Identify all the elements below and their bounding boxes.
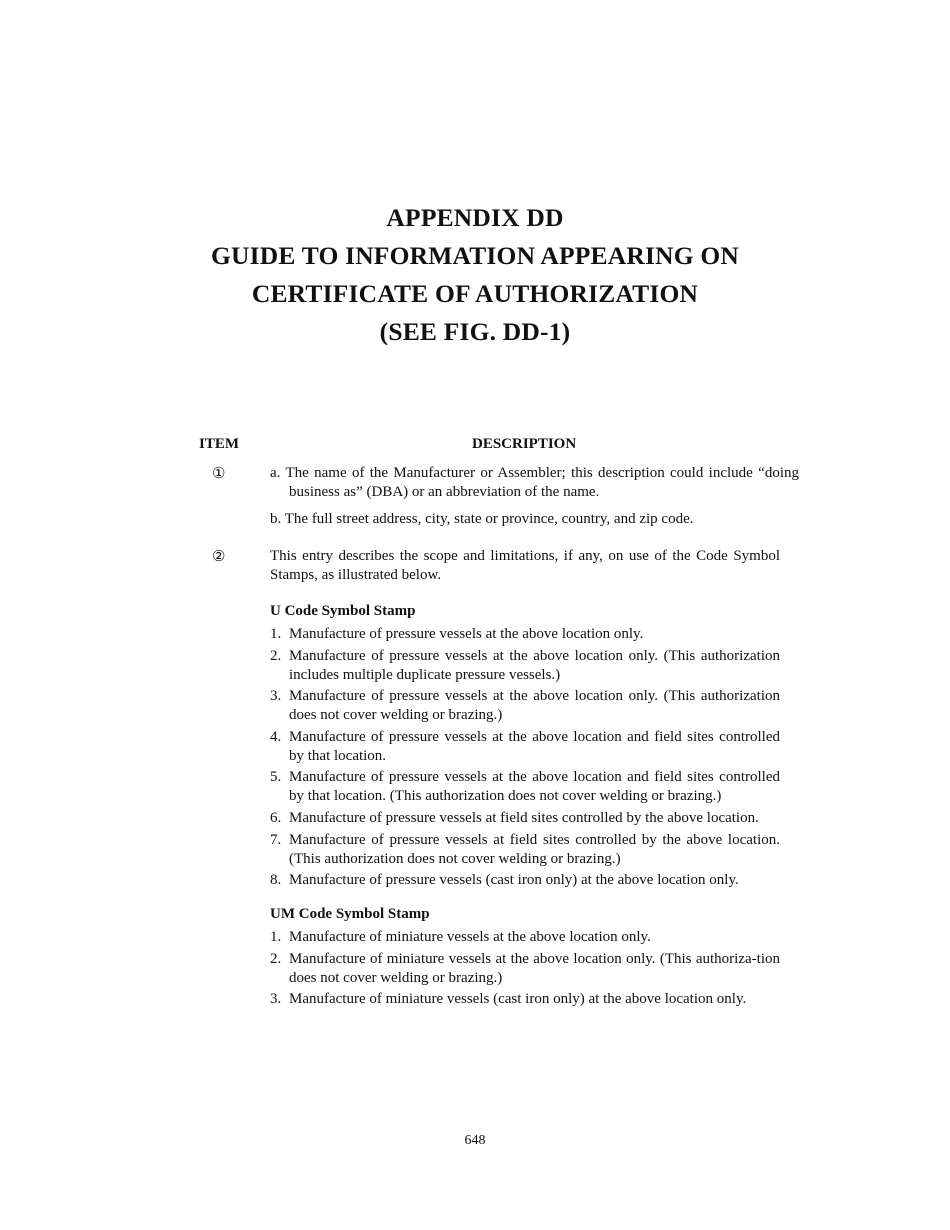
list-item-text: Manufacture of miniature vessels at the above location only. (289, 929, 651, 945)
list-item-text: Manufacture of pressure vessels at field sites controlled by the above location. (This authorization does not cover welding or brazing.) (289, 831, 780, 867)
list-item (270, 728, 780, 766)
title-line: GUIDE TO INFORMATION APPEARING ON (211, 241, 739, 270)
title-line: (SEE FIG. DD-1) (379, 317, 571, 346)
list-item-number: 7. (270, 831, 282, 848)
um-stamp-heading: UM Code Symbol Stamp (270, 906, 430, 922)
description-column-header: DESCRIPTION (472, 436, 577, 452)
title-line: APPENDIX DD (386, 203, 564, 232)
appendix-title (0, 199, 950, 351)
item-1a-text: a. The name of the Manufacturer or Assembler; this description could include “doing business as” (DBA) or an abbreviation of the name. (270, 465, 799, 500)
list-item-text: Manufacture of pressure vessels (cast iron only) at the above location only. (289, 872, 739, 889)
list-item (270, 687, 780, 725)
list-item-number: 3. (270, 688, 282, 705)
u-stamp-heading: U Code Symbol Stamp (270, 603, 416, 619)
list-item (270, 625, 780, 644)
list-item-number: 6. (270, 809, 282, 826)
list-item (270, 950, 780, 988)
list-item-text: Manufacture of pressure vessels at field sites controlled by the above location. (289, 809, 759, 826)
list-item-text: Manufacture of miniature vessels (cast iron only) at the above location only. (289, 991, 747, 1008)
list-item-text: Manufacture of pressure vessels at the above location and field sites controlled by that location. (289, 728, 780, 764)
item-1b-text: b. The full street address, city, state or province, country, and zip code. (270, 511, 694, 527)
list-item (270, 809, 780, 828)
list-item-number: 1. (270, 626, 282, 642)
item-2-intro: This entry describes the scope and limitations, if any, on use of the Code Symbol Stamps, as illustrated below. (270, 548, 780, 583)
list-item (270, 831, 780, 869)
list-item (270, 871, 780, 890)
list-item-number: 4. (270, 728, 282, 745)
item-column-header: ITEM (199, 436, 240, 452)
list-item (270, 990, 780, 1009)
list-item (270, 647, 780, 685)
list-item-number: 2. (270, 950, 282, 967)
list-item-number: 5. (270, 769, 282, 786)
item-2-marker: ② (212, 549, 226, 565)
list-item-number: 1. (270, 929, 282, 945)
list-item-number: 2. (270, 647, 282, 664)
title-line: CERTIFICATE OF AUTHORIZATION (251, 279, 699, 308)
list-item-text: Manufacture of pressure vessels at the above location and field sites controlled by that location. (This authorization does not cover welding or brazing.) (289, 769, 780, 805)
um-stamp-list (270, 928, 780, 1012)
list-item (270, 928, 780, 947)
item-1-marker: ① (212, 466, 226, 482)
list-item-text: Manufacture of pressure vessels at the above location only. (This authorization includes multiple duplicate pressure vessels.) (289, 647, 780, 683)
list-item-number: 8. (270, 872, 282, 889)
list-item-number: 3. (270, 991, 282, 1008)
list-item (270, 768, 780, 806)
page-number: 648 (464, 1133, 486, 1148)
list-item-text: Manufacture of pressure vessels at the above location only. (This authorization does not cover welding or brazing.) (289, 688, 780, 724)
list-item-text: Manufacture of miniature vessels at the above location only. (This authoriza-tion does not cover welding or brazing.) (289, 950, 780, 986)
list-item-text: Manufacture of pressure vessels at the above location only. (289, 626, 644, 642)
u-stamp-list (270, 625, 780, 893)
